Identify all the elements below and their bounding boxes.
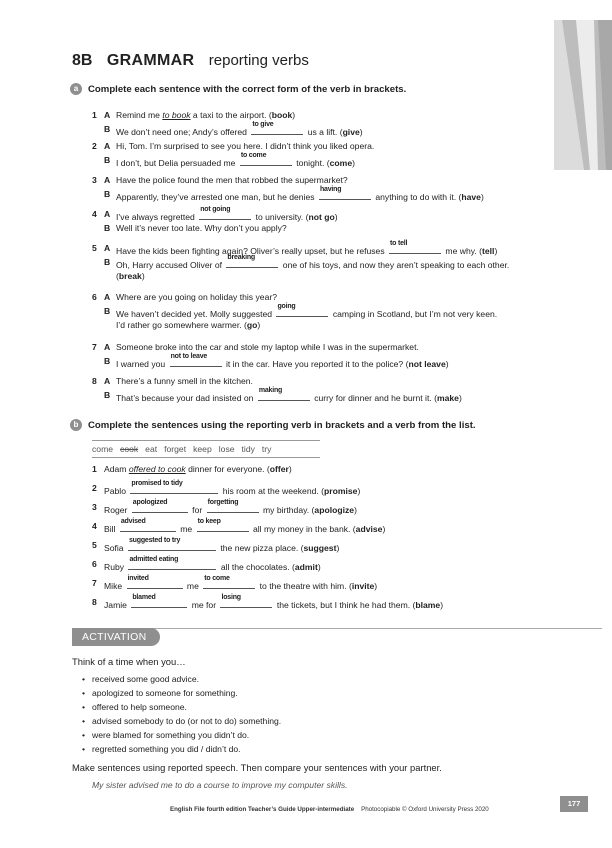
item-number: 4: [92, 521, 97, 531]
speaker-a: A: [104, 141, 111, 151]
answer-blank: [197, 518, 249, 532]
word-list-item: cook: [120, 444, 139, 454]
activation-bullet: • advised somebody to do (or not to do) something.: [92, 716, 281, 726]
handwritten-answer: making: [258, 387, 283, 394]
answer-blank: [319, 186, 371, 200]
sentence-text: all the chocolates. (: [218, 562, 295, 572]
section-a-heading: [72, 84, 406, 95]
handwritten-answer: losing: [221, 594, 241, 601]
sentence-text: my birthday. (: [260, 505, 315, 515]
speaker-a: A: [104, 175, 111, 185]
item-number: 1: [92, 464, 97, 474]
answer-blank: [120, 518, 176, 532]
grammar-label: GRAMMAR: [106, 52, 195, 69]
answer-blank: [276, 303, 328, 317]
answer-blank: [220, 594, 272, 608]
activation-instruction: Make sentences using reported speech. Then compare your sentences with your partner.: [72, 762, 442, 773]
section-b-heading: [72, 420, 476, 431]
item-b-text: [116, 186, 484, 203]
sentence-text: camping in Scotland, but I’m not very keen.: [330, 309, 498, 319]
verb-hint: apologize: [314, 505, 355, 515]
speaker-b: B: [104, 155, 111, 165]
word-list-item: eat: [145, 444, 158, 454]
speaker-a: A: [104, 376, 111, 386]
sentence-text: We haven’t decided yet. Molly suggested: [116, 309, 275, 319]
handwritten-answer: having: [319, 186, 342, 193]
sentence-text: dinner for everyone. (: [185, 464, 270, 474]
item-b-text: [116, 254, 510, 271]
activation-bullet: • regretted something you did / didn’t do.: [92, 744, 241, 754]
handwritten-answer: promised to tidy: [131, 480, 183, 487]
handwritten-answer: breaking: [227, 254, 255, 261]
answer-blank: [199, 206, 251, 220]
handwritten-answer: invited: [127, 575, 149, 582]
item-number: 1: [92, 110, 97, 120]
sentence-text: Where are you going on holiday this year?: [116, 292, 277, 302]
sentence-text: all my money in the bank. (: [250, 524, 356, 534]
answer-blank: [130, 480, 218, 494]
activation-example: My sister advised me to do a course to improve my computer skills.: [92, 780, 348, 790]
item-text: [104, 575, 378, 592]
sentence-text: That’s because your dad insisted on: [116, 393, 256, 403]
verb-hint: offer: [269, 464, 289, 474]
sentence-text: Pablo: [104, 486, 129, 496]
footer: [170, 806, 489, 813]
sentence-text: ): [494, 246, 498, 256]
handwritten-answer: not to leave: [170, 353, 208, 360]
sentence-text: We don’t need one; Andy’s offered: [116, 127, 250, 137]
page-number: 177: [560, 796, 588, 812]
word-list-rule-top: [92, 440, 320, 441]
item-text: [104, 537, 340, 554]
speaker-b: B: [104, 124, 111, 134]
verb-hint: not go: [308, 212, 335, 222]
sentence-text: ): [480, 192, 484, 202]
word-list-item: come: [92, 444, 114, 454]
item-text: [104, 518, 386, 535]
item-a-text: [116, 175, 348, 186]
speaker-b: B: [104, 356, 111, 366]
verb-hint: have: [461, 192, 481, 202]
handwritten-answer: forgetting: [207, 499, 239, 506]
answer-blank: [226, 254, 278, 268]
item-b-text: [116, 121, 363, 138]
verb-hint: admit: [294, 562, 318, 572]
answer-blank: [389, 240, 441, 254]
activation-bullet: • offered to help someone.: [92, 702, 187, 712]
answer-blank: [132, 499, 188, 513]
sentence-text: ): [357, 486, 361, 496]
item-a-text: [116, 342, 419, 353]
verb-hint: advise: [355, 524, 383, 534]
item-a-text: [116, 206, 338, 223]
sentence-text: for: [189, 505, 205, 515]
word-list-item: forget: [164, 444, 187, 454]
sentence-text: me why. (: [443, 246, 483, 256]
sentence-text: Someone broke into the car and stole my laptop while I was in the supermarket.: [116, 342, 419, 352]
word-list-item: lose: [218, 444, 235, 454]
sentence-text: tonight. (: [293, 158, 330, 168]
sentence-text: us a lift. (: [305, 127, 343, 137]
sentence-text: Bill: [104, 524, 118, 534]
speaker-a: A: [104, 209, 111, 219]
handwritten-answer: to tell: [390, 240, 408, 247]
verb-hint: book: [271, 110, 293, 120]
sentence-text: I warned you: [116, 359, 168, 369]
sentence-text: Well it’s never too late. Why don’t you apply?: [116, 223, 287, 233]
sentence-text: a taxi to the airport. (: [190, 110, 272, 120]
verb-hint: promise: [324, 486, 358, 496]
handwritten-answer: blamed: [132, 594, 156, 601]
speaker-b: B: [104, 390, 111, 400]
item-number: 5: [92, 243, 97, 253]
sentence-text: Have the police found the men that robbed the supermarket?: [116, 175, 348, 185]
item-b-text: [116, 223, 287, 234]
speaker-b: B: [104, 257, 111, 267]
continuation-text: [116, 320, 260, 331]
section-b-badge: b: [70, 419, 82, 431]
verb-hint: come: [329, 158, 353, 168]
answer-blank: [251, 121, 303, 135]
section-b-instruction: Complete the sentences using the reporting verb in brackets and a verb from the list.: [88, 420, 476, 431]
sentence-text: ): [374, 581, 378, 591]
example-answer: to book: [162, 110, 191, 120]
answer-blank: [128, 537, 216, 551]
answer-blank: [240, 152, 292, 166]
item-a-text: [116, 376, 253, 387]
item-number: 8: [92, 376, 97, 386]
sentence-text: ): [382, 524, 386, 534]
item-text: [104, 594, 444, 611]
sentence-text: his room at the weekend. (: [220, 486, 325, 496]
word-list-item: keep: [193, 444, 212, 454]
word-list-item: try: [261, 444, 272, 454]
verb-hint: break: [118, 271, 142, 281]
item-number: 7: [92, 578, 97, 588]
footer-copyright: Photocopiable © Oxford University Press 2020: [361, 806, 489, 813]
answer-blank: [258, 387, 310, 401]
handwritten-answer: to give: [252, 121, 274, 128]
answer-blank: [170, 353, 222, 367]
item-number: 2: [92, 141, 97, 151]
handwritten-answer: to come: [240, 152, 267, 159]
activation-bullet: • were blamed for something you didn’t do.: [92, 730, 249, 740]
sentence-text: ): [458, 393, 462, 403]
handwritten-answer: going: [277, 303, 296, 310]
answer-blank: [127, 575, 183, 589]
sentence-text: ): [336, 543, 340, 553]
footer-book-title: English File fourth edition Teacher’s Guide Upper-intermediate: [170, 806, 355, 813]
verb-hint: give: [342, 127, 360, 137]
sentence-text: to the theatre with him. (: [257, 581, 352, 591]
handwritten-answer: to keep: [197, 518, 221, 525]
sentence-text: one of his toys, and now they aren’t speaking to each other.: [280, 260, 510, 270]
grammar-topic: reporting verbs: [208, 52, 309, 69]
item-b-text: [116, 303, 498, 320]
page-title: [72, 52, 309, 70]
speaker-b: B: [104, 306, 111, 316]
item-number: 5: [92, 540, 97, 550]
item-text: [104, 556, 321, 573]
answer-blank: [207, 499, 259, 513]
item-b-text: [116, 152, 355, 169]
speaker-a: A: [104, 342, 111, 352]
speaker-a: A: [104, 110, 111, 120]
sentence-text: Jamie: [104, 600, 130, 610]
speaker-a: A: [104, 243, 111, 253]
sentence-text: There’s a funny smell in the kitchen.: [116, 376, 253, 386]
handwritten-answer: suggested to try: [128, 537, 181, 544]
sentence-text: I’ve always regretted: [116, 212, 198, 222]
answer-blank: [128, 556, 216, 570]
sentence-text: Mike: [104, 581, 125, 591]
verb-hint: not leave: [408, 359, 446, 369]
sentence-text: ): [257, 320, 261, 330]
item-b-text: [116, 387, 462, 404]
verb-hint: tell: [482, 246, 495, 256]
sentence-text: ): [440, 600, 444, 610]
activation-bullet: • received some good advice.: [92, 674, 199, 684]
example-answer: offered to cook: [128, 464, 186, 474]
continuation-text: [116, 271, 145, 282]
sentence-text: Have the kids been fighting again? Oliver’s really upset, but he refuses: [116, 246, 388, 256]
sentence-text: the new pizza place. (: [217, 543, 304, 553]
sentence-text: Adam: [104, 464, 129, 474]
verb-hint: make: [436, 393, 459, 403]
item-text: [104, 499, 357, 516]
sentence-text: ): [334, 212, 338, 222]
sentence-text: Sofia: [104, 543, 126, 553]
speaker-b: B: [104, 189, 111, 199]
item-b-text: [116, 353, 449, 370]
sentence-text: me for: [189, 600, 219, 610]
word-list-item: tidy: [241, 444, 255, 454]
sentence-text: Roger: [104, 505, 130, 515]
item-number: 4: [92, 209, 97, 219]
verb-hint: invite: [351, 581, 375, 591]
sentence-text: anything to do with it. (: [372, 192, 462, 202]
answer-blank: [131, 594, 187, 608]
sentence-text: ): [317, 562, 321, 572]
answer-blank: [203, 575, 255, 589]
activation-label: ACTIVATION: [72, 628, 160, 646]
sentence-text: to university. (: [253, 212, 309, 222]
section-a-instruction: Complete each sentence with the correct form of the verb in brackets.: [88, 84, 407, 95]
item-text: [104, 480, 361, 497]
sentence-text: ): [288, 464, 292, 474]
item-text: [104, 464, 292, 475]
handwritten-answer: advised: [120, 518, 146, 525]
item-number: 6: [92, 559, 97, 569]
item-number: 8: [92, 597, 97, 607]
sentence-text: ): [141, 271, 145, 281]
sentence-text: Apparently, they’ve arrested one man, but he denies: [116, 192, 317, 202]
word-list-rule-bottom: [92, 457, 320, 458]
sentence-text: ): [359, 127, 363, 137]
item-number: 7: [92, 342, 97, 352]
sentence-text: Hi, Tom. I’m surprised to see you here. I didn’t think you liked opera.: [116, 141, 375, 151]
handwritten-answer: to come: [204, 575, 230, 582]
verb-hint: blame: [415, 600, 441, 610]
sentence-text: Remind me: [116, 110, 163, 120]
corner-decoration: [554, 20, 612, 170]
sentence-text: me: [177, 524, 195, 534]
item-a-text: [116, 292, 277, 303]
verb-hint: suggest: [303, 543, 337, 553]
sentence-text: ): [354, 505, 357, 515]
item-number: 3: [92, 175, 97, 185]
unit-code: 8B: [72, 52, 93, 69]
sentence-text: (: [116, 271, 119, 281]
sentence-text: me: [184, 581, 202, 591]
sentence-text: curry for dinner and he burnt it. (: [311, 393, 437, 403]
sentence-text: Ruby: [104, 562, 127, 572]
sentence-text: the tickets, but I think he had them. (: [274, 600, 416, 610]
sentence-text: I don’t, but Delia persuaded me: [116, 158, 238, 168]
sentence-text: ): [352, 158, 355, 168]
handwritten-answer: admitted eating: [129, 556, 179, 563]
activation-intro: Think of a time when you…: [72, 656, 186, 667]
sentence-text: I’d rather go somewhere warmer. (: [116, 320, 247, 330]
speaker-a: A: [104, 292, 111, 302]
sentence-text: Oh, Harry accused Oliver of: [116, 260, 225, 270]
verb-hint: go: [246, 320, 258, 330]
item-number: 6: [92, 292, 97, 302]
word-list: [92, 444, 278, 454]
item-a-text: [116, 240, 498, 257]
handwritten-answer: apologized: [132, 499, 168, 506]
section-a-badge: a: [70, 83, 82, 95]
activation-bullet: • apologized to someone for something.: [92, 688, 238, 698]
item-number: 2: [92, 483, 97, 493]
speaker-b: B: [104, 223, 111, 233]
sentence-text: it in the car. Have you reported it to the police? (: [223, 359, 409, 369]
item-number: 3: [92, 502, 97, 512]
handwritten-answer: not going: [200, 206, 231, 213]
sentence-text: ): [292, 110, 296, 120]
sentence-text: ): [445, 359, 449, 369]
